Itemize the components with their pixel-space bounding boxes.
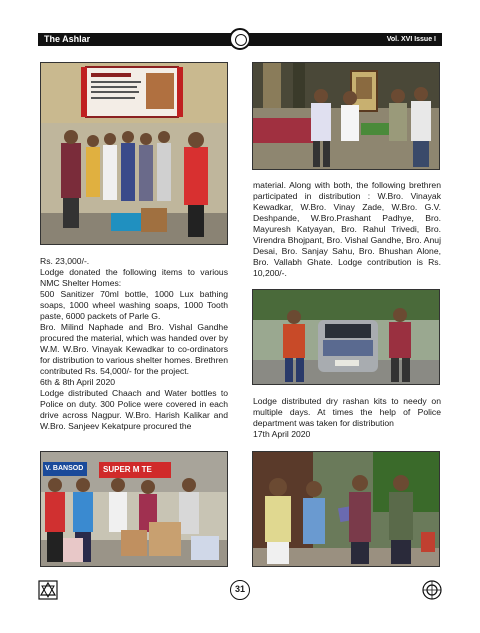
date-line: 6th & 8th April 2020 xyxy=(40,377,116,387)
lodge-emblem-left-icon xyxy=(38,580,58,600)
supermarket-sign: SUPER M TE xyxy=(103,465,152,474)
paragraph: Bro. Milind Naphade and Bro. Vishal Gandhe procured the material, which was handed over by W.M. W.Bro. Vinayak Kewadkar to co-ordinators for distribution to various shelter homes. Brethren contributed Rs. 54,000/- for the project. xyxy=(40,322,228,376)
photo-kit-handover xyxy=(252,451,440,567)
magazine-title: The Ashlar xyxy=(44,34,91,44)
paragraph: 500 Sanitizer 70ml bottle, 1000 Lux bathing soaps, 1000 wheel washing soaps, 1000 Tooth paste, 6000 packets of Parle G. xyxy=(40,289,228,321)
paragraph: material. Along with both, the following brethren participated in distribution : W.Bro. Vinayak Kewadkar, W.Bro. Vinay Zade, W.Bro. G.V. Deshpande, W.Bro.Prashant Padhye, Bro. Mayuresh Katyayan, Bro. Rahul Trivedi, Bro. Virendra Bhojpant, Bro. Vishal Gandhe, Bro. Anuj Desai, Bro. Sanjay Sahu, Bro. Bhushan Alone, Bro. Vallabh Ghate. Lodge contribution is Rs. 10,200/-. xyxy=(253,180,441,278)
paragraph: Rs. 23,000/-. xyxy=(40,256,90,266)
photo-donation-group xyxy=(40,62,228,245)
paragraph: Lodge distributed dry rashan kits to needy on multiple days. At times the help of Police department was taken for distribution xyxy=(253,396,441,428)
photo-distribution-hall xyxy=(252,62,440,170)
paragraph: Lodge donated the following items to various NMC Shelter Homes: xyxy=(40,267,228,288)
date-line: 17th April 2020 xyxy=(253,429,311,439)
page-number: 31 xyxy=(230,580,250,600)
photo-rashan-kit-car xyxy=(252,289,440,385)
lodge-emblem-icon xyxy=(229,28,251,50)
paragraph: Lodge distributed Chaach and Water bottles to Police on duty. 300 Police were covered in each drive across Nagpur. W.Bro. Harish Kalikar and W.Bro. Sanjeev Kekatpure procured the xyxy=(40,388,228,431)
article-text-right-bottom xyxy=(253,396,441,440)
lodge-emblem-right-icon xyxy=(422,580,442,600)
article-text-left xyxy=(40,256,228,432)
article-text-right-top xyxy=(253,180,441,279)
photo-shelter-items xyxy=(40,451,228,567)
issue-label: Vol. XVI Issue I xyxy=(386,36,436,43)
shop-sign: V. BANSOD xyxy=(45,465,84,472)
